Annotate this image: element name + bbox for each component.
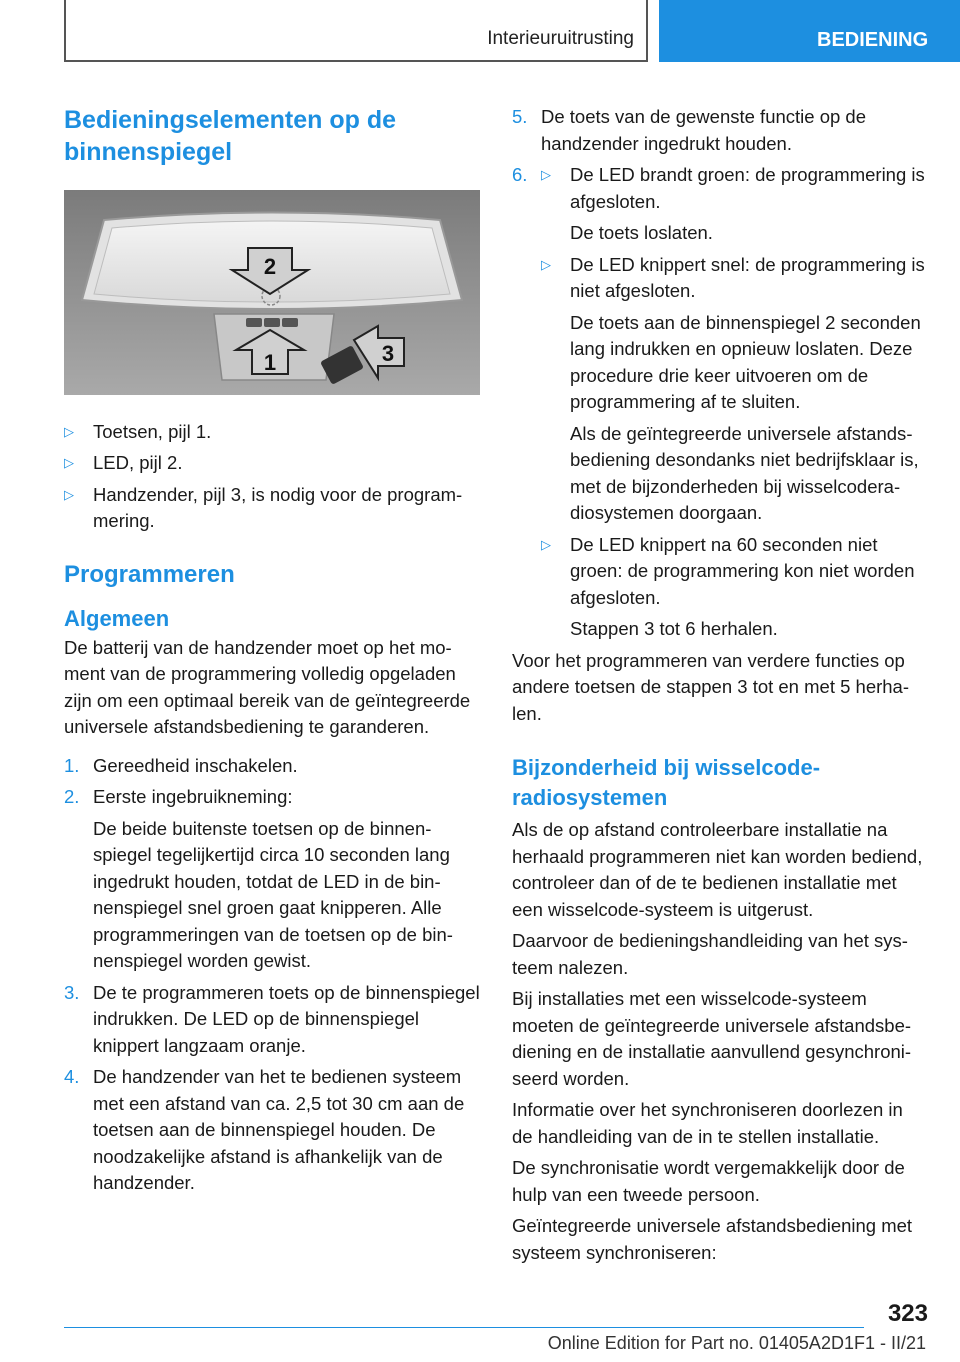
step-item: 6. ▷ De LED brandt groen: de programmering is afgesloten. De toets loslaten. ▷ De LED knippert snel: de programmering is niet afgesloten. De toets aan de binnenspiegel 2 seconden lang indrukken en opnieuw loslaten. Deze procedure drie keer uitvoeren om de programmering af te sluiten. Als de geïntegreerde universele afstandsbediening desondanks niet bedrijfsklaar is, met de bijzonderheden bij wisselcoderadiosystemen doorgaan. ▷ De LED knippert na 60 seconden niet groen: de programmering kon niet worden afgesloten. Stappen 3 tot 6 herhalen. <box>512 162 928 643</box>
paragraph: Als de op afstand controleerbare installatie na herhaald programmeren niet kan worden bediend, controleer dan of de te bedienen installatie met een wisselcode-systeem is uitgerust. <box>512 819 923 920</box>
footer-divider <box>64 1327 864 1328</box>
step-item: 5. De toets van de gewenste functie op de handzender ingedrukt houden. <box>512 106 866 154</box>
step-item: 4. De handzender van het te bedienen systeem met een afstand van ca. 2,5 tot 30 cm aan de toetsen aan de binnenspiegel houden. De noodzakelijke afstand is afhankelijk van de handzender. <box>64 1066 465 1193</box>
rearview-mirror-figure <box>64 190 480 395</box>
page-number: 323 <box>887 1300 928 1327</box>
paragraph: Daarvoor de bedieningshandleiding van het systeem nalezen. <box>512 930 908 978</box>
chapter-title: Interieuruitrusting <box>487 28 634 49</box>
header-chapter-box <box>64 0 648 62</box>
figure-label-1: 1 <box>263 350 277 375</box>
paragraph: Informatie over het synchroniseren doorlezen in de handleiding van de in te stellen installatie. <box>512 1099 903 1147</box>
step-item: 2. Eerste ingebruikneming: De beide buitenste toetsen op de binnenspiegel tegelijkertijd circa 10 seconden lang ingedrukt houden, totdat de LED in de binnenspiegel snel groen gaat knipperen. Alle programmeringen van de toetsen op de binnenspiegel worden gewist. <box>64 786 453 971</box>
edition-footer: Online Edition for Part no. 01405A2D1F1 - II/21 <box>547 1333 926 1353</box>
paragraph: Geïntegreerde universele afstandsbediening met systeem synchroniseren: <box>512 1215 913 1263</box>
triangle-right-icon: ▷ <box>541 256 551 272</box>
triangle-right-icon: ▷ <box>541 536 551 552</box>
triangle-right-icon: ▷ <box>64 486 74 502</box>
left-column <box>64 104 480 1202</box>
step-item: 3. De te programmeren toets op de binnenspiegel indrukken. De LED op de binnenspiegel knippert langzaam oranje. <box>64 981 480 1056</box>
list-item: ▷ Handzender, pijl 3, is nodig voor de programmering. <box>64 482 480 535</box>
subsection-heading: Algemeen <box>64 605 170 631</box>
paragraph: De synchronisatie wordt vergemakkelijk door de hulp van een tweede persoon. <box>512 1157 905 1205</box>
triangle-right-icon: ▷ <box>64 423 74 439</box>
triangle-right-icon: ▷ <box>64 455 74 470</box>
step-item: 1. Gereedheid inschakelen. <box>64 754 298 776</box>
right-column <box>512 104 928 1271</box>
intro-paragraph: De batterij van de handzender moet op het moment van de programmering volledig opgeladen zijn om een optimaal bereik van de geïntegreerde universele afstandsbediening te garanderen. <box>64 636 471 737</box>
header-section-tab <box>659 0 960 62</box>
paragraph: Voor het programmeren van verdere functies op andere toetsen de stappen 3 tot en met 5 herhalen. <box>512 649 910 724</box>
page-heading: Bedieningselementen op de binnenspiegel <box>64 106 397 166</box>
section-heading: Programmeren <box>64 560 235 588</box>
list-item: ▷ Toetsen, pijl 1. <box>64 419 480 446</box>
triangle-right-icon: ▷ <box>541 167 551 182</box>
subsection-heading: Bijzonderheid bij wisselcoderadiosystemen <box>512 755 821 810</box>
list-item: ▷ De LED knippert na 60 seconden niet groen: de programmering kon niet worden afgesloten. Stappen 3 tot 6 herhalen. <box>541 532 928 643</box>
section-title: BEDIENING <box>817 29 929 51</box>
list-item: ▷ De LED knippert snel: de programmering is niet afgesloten. De toets aan de binnenspiegel 2 seconden lang indrukken en opnieuw loslaten. Deze procedure drie keer uitvoeren om de programmering af te sluiten. Als de geïntegreerde universele afstandsbediening desondanks niet bedrijfsklaar is, met de bijzonderheden bij wisselcoderadiosystemen doorgaan. <box>541 252 928 527</box>
figure-label-2: 2 <box>263 254 277 279</box>
list-item: ▷ LED, pijl 2. <box>64 450 480 477</box>
figure-label-3: 3 <box>381 341 395 366</box>
list-item: ▷ De LED brandt groen: de programmering is afgesloten. De toets loslaten. <box>541 162 928 247</box>
paragraph: Bij installaties met een wisselcode-systeem moeten de geïntegreerde universele afstandsbediening en de installatie aanvullend gesynchroniseerd worden. <box>512 988 912 1089</box>
